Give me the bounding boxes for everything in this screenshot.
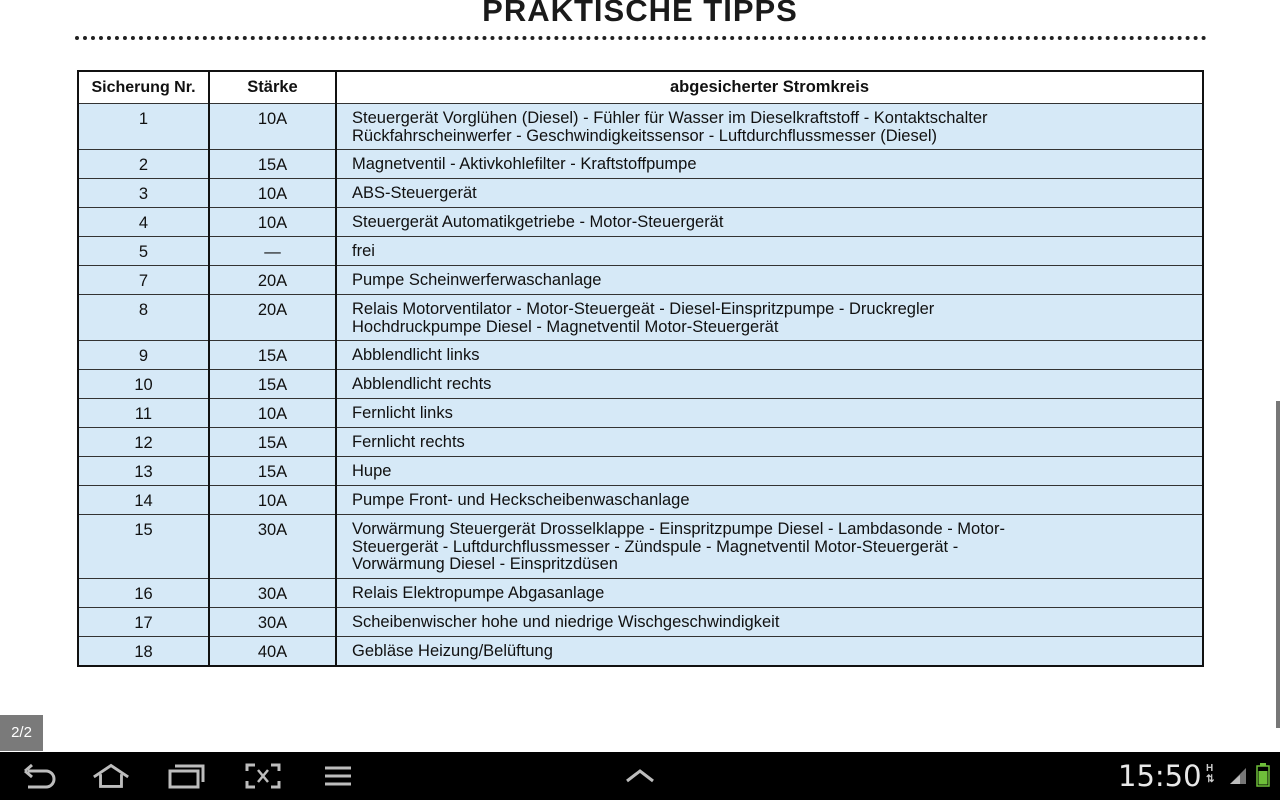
circuit-description-cell xyxy=(336,208,1203,237)
screenshot-icon[interactable] xyxy=(243,760,283,792)
circuit-description-cell xyxy=(336,370,1203,399)
circuit-description-line: Abblendlicht rechts xyxy=(352,375,492,393)
circuit-description-line: Scheibenwischer hohe und niedrige Wischgeschwindigkeit xyxy=(352,613,780,631)
menu-icon[interactable] xyxy=(318,760,358,792)
circuit-description-line: Fernlicht links xyxy=(352,404,453,422)
circuit-description-line: frei xyxy=(352,242,375,260)
fuse-rating-cell: 10A xyxy=(209,399,336,428)
circuit-description-line: Gebläse Heizung/Belüftung xyxy=(352,642,553,660)
fuse-number-cell: 11 xyxy=(78,399,209,428)
dotted-divider xyxy=(75,36,1207,40)
circuit-description-line: Relais Motorventilator - Motor-Steuergeät - Diesel-Einspritzpumpe - Druckregler xyxy=(352,300,935,318)
fuse-rating-cell: 10A xyxy=(209,179,336,208)
table-header-row xyxy=(78,71,1203,104)
circuit-description-cell xyxy=(336,104,1203,150)
circuit-description-cell xyxy=(336,341,1203,370)
fuse-rating-cell: 20A xyxy=(209,266,336,295)
fuse-rating-cell: 15A xyxy=(209,457,336,486)
table-row xyxy=(78,179,1203,208)
fuse-number-cell: 18 xyxy=(78,637,209,666)
circuit-description-line: Hupe xyxy=(352,462,392,480)
column-header-circuit: abgesicherter Stromkreis xyxy=(336,71,1203,104)
fuse-rating-cell: 10A xyxy=(209,104,336,150)
table-row xyxy=(78,295,1203,341)
battery-icon xyxy=(1256,763,1270,792)
fuse-number-cell: 3 xyxy=(78,179,209,208)
table-row xyxy=(78,428,1203,457)
table-row xyxy=(78,486,1203,515)
circuit-description-cell xyxy=(336,486,1203,515)
fuse-rating-cell: 10A xyxy=(209,486,336,515)
circuit-description-line: Steuergerät Automatikgetriebe - Motor-Steuergerät xyxy=(352,213,724,231)
table-row xyxy=(78,150,1203,179)
circuit-description-line: Rückfahrscheinwerfer - Geschwindigkeitssensor - Luftdurchflussmesser (Diesel) xyxy=(352,126,938,145)
fuse-number-cell: 13 xyxy=(78,457,209,486)
fuse-rating-cell: 40A xyxy=(209,637,336,666)
circuit-description-line: Vorwärmung Steuergerät Drosselklappe - Einspritzpumpe Diesel - Lambdasonde - Motor- xyxy=(352,520,1005,538)
fuse-rating-cell: 10A xyxy=(209,208,336,237)
column-header-fuse-number: Sicherung Nr. xyxy=(78,71,209,104)
chevron-up-icon[interactable] xyxy=(620,760,660,792)
circuit-description-line: Pumpe Front- und Heckscheibenwaschanlage xyxy=(352,491,690,509)
fuse-number-cell: 17 xyxy=(78,608,209,637)
fuse-number-cell: 16 xyxy=(78,579,209,608)
page-indicator: 2/2 xyxy=(0,715,43,751)
circuit-description-cell xyxy=(336,457,1203,486)
table-row xyxy=(78,579,1203,608)
table-row xyxy=(78,608,1203,637)
signal-strength-icon xyxy=(1228,766,1248,791)
table-row xyxy=(78,237,1203,266)
circuit-description-line: Steuergerät Vorglühen (Diesel) - Fühler für Wasser im Dieselkraftstoff - Kontaktschalter xyxy=(352,109,988,127)
circuit-description-line: Relais Elektropumpe Abgasanlage xyxy=(352,584,605,602)
table-row xyxy=(78,266,1203,295)
column-header-rating: Stärke xyxy=(209,71,336,104)
fuse-number-cell: 8 xyxy=(78,295,209,341)
status-clock: 15:50 xyxy=(1118,759,1202,793)
page-title: PRAKTISCHE TIPPS xyxy=(482,0,798,28)
fuse-rating-cell: 15A xyxy=(209,150,336,179)
circuit-description-line: Magnetventil - Aktivkohlefilter - Kraftstoffpumpe xyxy=(352,155,697,173)
fuse-rating-cell: 15A xyxy=(209,370,336,399)
circuit-description-line: ABS-Steuergerät xyxy=(352,184,477,202)
network-type-indicator: H ⇅ xyxy=(1206,763,1215,785)
fuse-rating-cell: 15A xyxy=(209,341,336,370)
table-row xyxy=(78,399,1203,428)
circuit-description-line: Fernlicht rechts xyxy=(352,433,465,451)
table-row xyxy=(78,457,1203,486)
fuse-number-cell: 12 xyxy=(78,428,209,457)
fuse-rating-cell: 30A xyxy=(209,515,336,579)
fuse-rating-cell: 30A xyxy=(209,608,336,637)
fuse-number-cell: 14 xyxy=(78,486,209,515)
fuse-number-cell: 5 xyxy=(78,237,209,266)
recent-apps-icon[interactable] xyxy=(167,760,207,792)
back-icon[interactable] xyxy=(20,760,60,792)
table-row xyxy=(78,208,1203,237)
circuit-description-cell xyxy=(336,399,1203,428)
circuit-description-line: Abblendlicht links xyxy=(352,346,480,364)
circuit-description-line: Vorwärmung Diesel - Einspritzdüsen xyxy=(352,555,618,573)
circuit-description-cell xyxy=(336,637,1203,666)
fuse-rating-cell: 15A xyxy=(209,428,336,457)
table-row xyxy=(78,104,1203,150)
fuse-number-cell: 7 xyxy=(78,266,209,295)
fuse-number-cell: 4 xyxy=(78,208,209,237)
scrollbar-thumb[interactable] xyxy=(1276,401,1280,728)
circuit-description-cell xyxy=(336,428,1203,457)
table-row xyxy=(78,370,1203,399)
circuit-description-cell xyxy=(336,237,1203,266)
circuit-description-line: Hochdruckpumpe Diesel - Magnetventil Motor-Steuergerät xyxy=(352,317,779,336)
circuit-description-cell xyxy=(336,295,1203,341)
fuse-table xyxy=(77,70,1204,667)
circuit-description-cell xyxy=(336,150,1203,179)
home-icon[interactable] xyxy=(91,760,131,792)
fuse-rating-cell: 20A xyxy=(209,295,336,341)
fuse-rating-cell: 30A xyxy=(209,579,336,608)
circuit-description-cell xyxy=(336,266,1203,295)
system-navigation-bar xyxy=(0,752,1280,800)
circuit-description-cell xyxy=(336,179,1203,208)
fuse-number-cell: 1 xyxy=(78,104,209,150)
fuse-number-cell: 2 xyxy=(78,150,209,179)
circuit-description-line: Steuergerät - Luftdurchflussmesser - Zündspule - Magnetventil Motor-Steuergerät - xyxy=(352,537,959,556)
circuit-description-line: Pumpe Scheinwerferwaschanlage xyxy=(352,271,602,289)
fuse-number-cell: 10 xyxy=(78,370,209,399)
circuit-description-cell xyxy=(336,579,1203,608)
circuit-description-cell xyxy=(336,608,1203,637)
circuit-description-cell xyxy=(336,515,1203,579)
table-row xyxy=(78,515,1203,579)
fuse-number-cell: 9 xyxy=(78,341,209,370)
table-row xyxy=(78,341,1203,370)
fuse-number-cell: 15 xyxy=(78,515,209,579)
fuse-rating-cell: — xyxy=(209,237,336,266)
table-row xyxy=(78,637,1203,666)
